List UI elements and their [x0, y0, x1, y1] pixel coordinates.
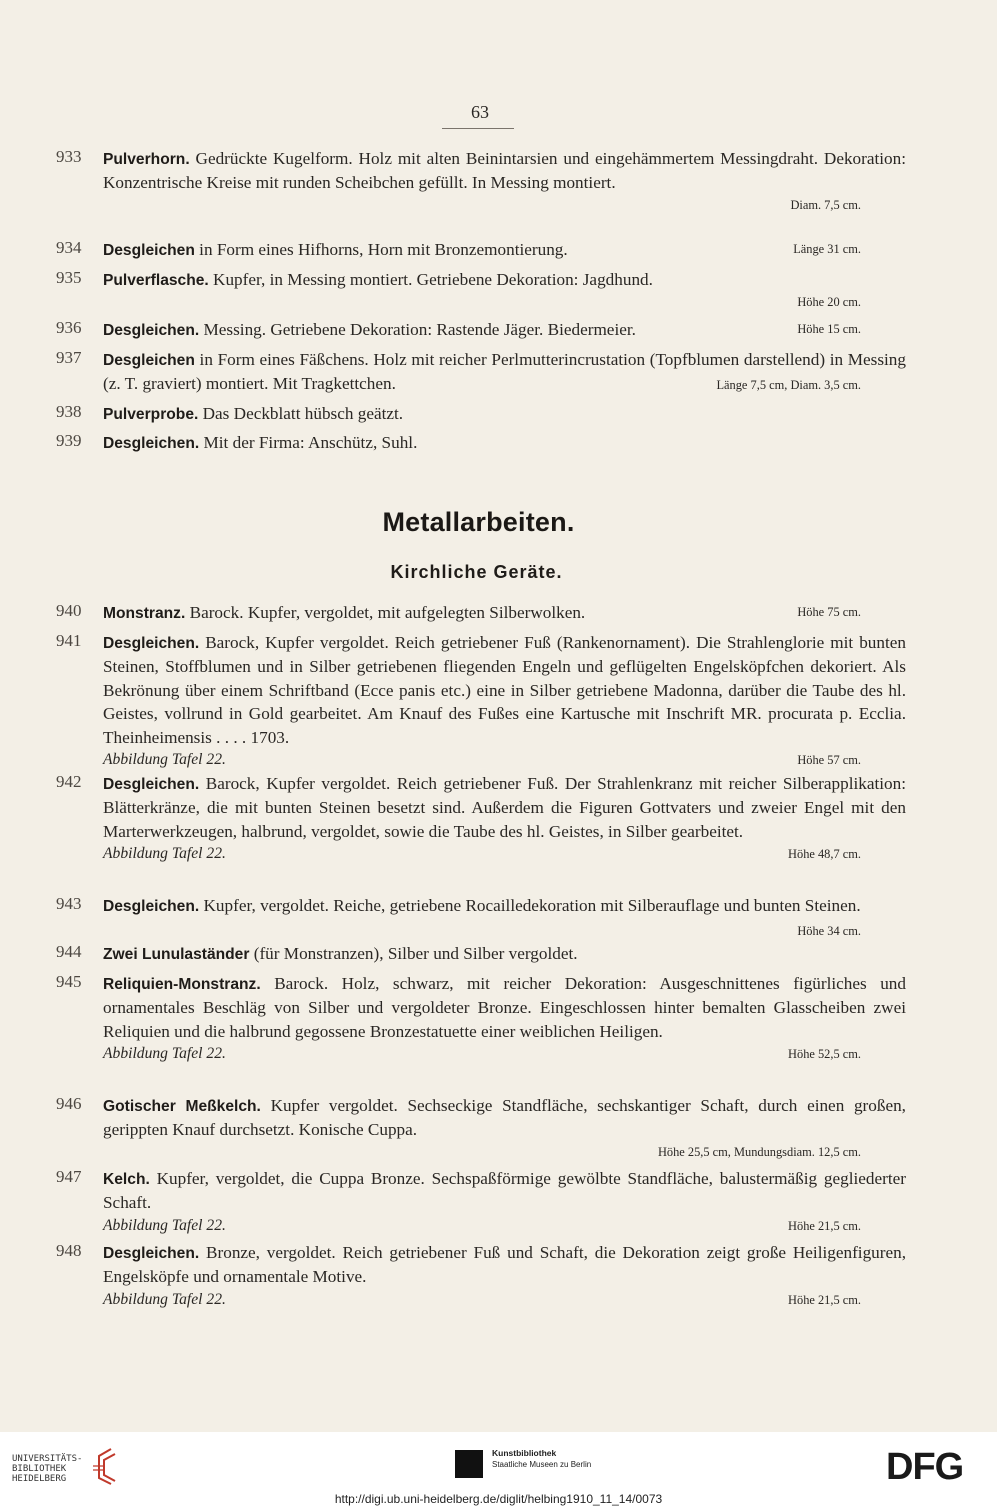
entry-text: Kupfer, vergoldet. Reiche, getriebene Rocailledekoration mit Silberauflage und bunten Steinen.	[203, 896, 861, 915]
kb-line-1: Kunstbibliothek	[492, 1448, 557, 1458]
page-number: 63	[471, 102, 489, 122]
catalog-entry	[56, 431, 906, 455]
catalog-entry	[56, 147, 906, 215]
entry-number: 935	[56, 268, 82, 287]
entry-number: 945	[56, 972, 82, 991]
entry-title: Monstranz.	[103, 605, 186, 622]
catalog-entry	[56, 601, 906, 625]
catalog-entry	[56, 1167, 906, 1237]
entry-title: Reliquien-Monstranz.	[103, 976, 261, 993]
entry-number: 933	[56, 147, 82, 166]
entry-dimension: Länge 31 cm.	[793, 242, 861, 256]
uni-line-1: UNIVERSITÄTS-	[12, 1454, 83, 1464]
entry-title: Desgleichen	[103, 242, 195, 259]
entry-dimension: Länge 7,5 cm, Diam. 3,5 cm.	[716, 378, 861, 393]
uni-line-3: HEIDELBERG	[12, 1474, 67, 1484]
entry-title: Kelch.	[103, 1171, 150, 1188]
entry-text: Kupfer, vergoldet, die Cuppa Bronze. Sechspaßförmige gewölbte Standfläche, balustermäßig gegliederter Schaft.	[103, 1169, 906, 1213]
entry-text: Gedrückte Kugelform. Holz mit alten Beinintarsien und eingehämmertem Messingdraht. Dekoration: Konzentrische Kreise mit runden Scheibchen gefüllt. In Messing montiert.	[103, 149, 907, 193]
entry-dimension: Höhe 20 cm.	[797, 295, 861, 310]
entry-title: Desgleichen	[103, 352, 195, 369]
illustration-label: Abbildung Tafel 22.	[103, 751, 226, 769]
entry-number: 934	[56, 238, 82, 257]
kunstbibliothek-logo-icon	[455, 1450, 483, 1478]
entry-title: Desgleichen.	[103, 635, 200, 652]
entry-title: Pulverprobe.	[103, 406, 199, 423]
entry-title: Desgleichen.	[103, 776, 200, 793]
dfg-logo: DFG	[886, 1446, 964, 1488]
catalog-entry	[56, 972, 906, 1065]
university-library-label	[12, 1454, 82, 1484]
page-number-rule	[442, 128, 514, 129]
illustration-label: Abbildung Tafel 22.	[103, 845, 226, 863]
catalog-entry	[56, 631, 906, 771]
catalog-entry	[56, 238, 906, 262]
entry-dimension: Höhe 48,7 cm.	[788, 847, 861, 862]
entry-number: 944	[56, 942, 82, 961]
entry-dimension: Höhe 57 cm.	[797, 753, 861, 768]
illustration-label: Abbildung Tafel 22.	[103, 1045, 226, 1063]
entry-dimension: Höhe 21,5 cm.	[788, 1218, 861, 1233]
section-title: Metallarbeiten.	[382, 507, 575, 537]
illustration-reference	[103, 1215, 906, 1237]
entry-text: Kupfer vergoldet. Sechseckige Standfläche, sechskantiger Schaft, durch einen großen, gerippten Knauf durchsetzt. Konische Cuppa.	[103, 1096, 906, 1140]
entry-text: Bronze, vergoldet. Reich getriebener Fuß und Schaft, die Dekoration zeigt große Heiligenfiguren, Engelsköpfe und ornamentale Motive.	[103, 1243, 906, 1287]
digitization-footer	[0, 1432, 997, 1508]
section-subtitle: Kirchliche Geräte.	[390, 562, 563, 582]
catalog-entry	[56, 772, 906, 865]
entry-text: Messing. Getriebene Dekoration: Rastende Jäger. Biedermeier.	[203, 320, 636, 339]
entry-dimension: Höhe 15 cm.	[797, 322, 861, 336]
entry-title: Pulverhorn.	[103, 151, 190, 168]
entry-dimension: Höhe 75 cm.	[797, 605, 861, 619]
uni-line-2: BIBLIOTHEK	[12, 1464, 67, 1474]
entry-dimension: Höhe 34 cm.	[797, 924, 861, 939]
entry-number: 938	[56, 402, 82, 421]
entry-title: Desgleichen.	[103, 435, 200, 452]
entry-text: Kupfer, in Messing montiert. Getriebene Dekoration: Jagdhund.	[213, 270, 653, 289]
entry-title: Pulverflasche.	[103, 272, 209, 289]
kunstbibliothek-label	[492, 1448, 591, 1470]
entry-text: Barock, Kupfer vergoldet. Reich getriebener Fuß. Der Strahlenkranz mit reicher Silberapplikation: Blätterkränze, die mit bunten Steinen besetzt sind. Außerdem die Figuren Gottvaters und zweier Engel mit den Marterwerkzeugen, halbrund, vergoldet, sowie die Taube des hl. Geistes, in Silber gearbeitet.	[103, 774, 907, 841]
source-url[interactable]: http://digi.ub.uni-heidelberg.de/diglit/helbing1910_11_14/0073	[334, 1492, 663, 1506]
entry-number: 942	[56, 772, 82, 791]
entry-text: in Form eines Hifhorns, Horn mit Bronzemontierung.	[199, 240, 568, 259]
entry-text: Das Deckblatt hübsch geätzt.	[202, 404, 404, 423]
illustration-reference	[103, 749, 906, 771]
entry-number: 946	[56, 1094, 82, 1113]
entry-dimension: Diam. 7,5 cm.	[790, 197, 861, 212]
illustration-label: Abbildung Tafel 22.	[103, 1290, 226, 1308]
entry-title: Desgleichen.	[103, 322, 200, 339]
entry-text: in Form eines Fäßchens. Holz mit reicher Perlmutterincrustation (Topfblumen darstellend) in Messing (z. T. graviert) montiert. Mit Tragkettchen.	[103, 350, 906, 394]
catalog-entry	[56, 942, 906, 966]
entry-text: Barock. Kupfer, vergoldet, mit aufgelegten Silberwolken.	[189, 603, 586, 622]
university-logo-icon	[91, 1446, 121, 1486]
entry-number: 940	[56, 601, 82, 620]
catalog-entry	[56, 268, 906, 312]
illustration-label: Abbildung Tafel 22.	[103, 1216, 226, 1234]
catalog-entry	[56, 1241, 906, 1311]
entry-number: 941	[56, 631, 82, 650]
catalog-entry	[56, 348, 906, 396]
catalog-entry	[56, 402, 906, 426]
entry-text: Mit der Firma: Anschütz, Suhl.	[203, 433, 418, 452]
entry-number: 939	[56, 431, 82, 450]
entry-number: 943	[56, 894, 82, 913]
entry-text: Barock. Holz, schwarz, mit reicher Dekoration: Ausgeschnittenes figürliches und ornamentales Beschläg von Silber und vergoldeter Bronze. Eingeschlossen hinter bemalten Glasscheiben zwei Reliquien und die halbrund gegossene Bronzestatuette einer weiblichen Heiligen.	[103, 974, 906, 1041]
entry-title: Zwei Lunulaständer	[103, 946, 250, 963]
entry-text: (für Monstranzen), Silber und Silber vergoldet.	[253, 944, 578, 963]
catalog-entry	[56, 1094, 906, 1162]
entry-title: Desgleichen.	[103, 1245, 200, 1262]
entry-title: Gotischer Meßkelch.	[103, 1098, 261, 1115]
catalog-entry	[56, 318, 906, 342]
entry-number: 937	[56, 348, 82, 367]
entry-dimension: Höhe 21,5 cm.	[788, 1292, 861, 1307]
illustration-reference	[103, 1043, 906, 1065]
entry-dimension: Höhe 25,5 cm, Mundungsdiam. 12,5 cm.	[657, 1144, 861, 1159]
entry-title: Desgleichen.	[103, 898, 200, 915]
entry-number: 936	[56, 318, 82, 337]
catalog-entry	[56, 894, 906, 942]
entry-dimension: Höhe 52,5 cm.	[788, 1047, 861, 1062]
entry-text: Barock, Kupfer vergoldet. Reich getriebener Fuß (Rankenornament). Die Strahlenglorie mit bunten Steinen, Stoffblumen und in Silber getriebenen fliegenden Engeln und geflügelten Engelsköpfchen dekoriert. Als Bekrönung über einem Schriftband (Ecce panis etc.) eine in Silber getriebene Madonna, darüber die Taube des hl. Geistes, vollrund in Gold gearbeitet. Am Knauf des Fußes eine Kartusche mit Inschrift MR. procurata p. Ecclia. Theinheimensis . . . . 1703.	[103, 633, 906, 747]
entry-number: 948	[56, 1241, 82, 1260]
entry-number: 947	[56, 1167, 82, 1186]
kb-line-2: Staatliche Museen zu Berlin	[492, 1460, 592, 1469]
illustration-reference	[103, 1289, 906, 1311]
illustration-reference	[103, 843, 906, 865]
